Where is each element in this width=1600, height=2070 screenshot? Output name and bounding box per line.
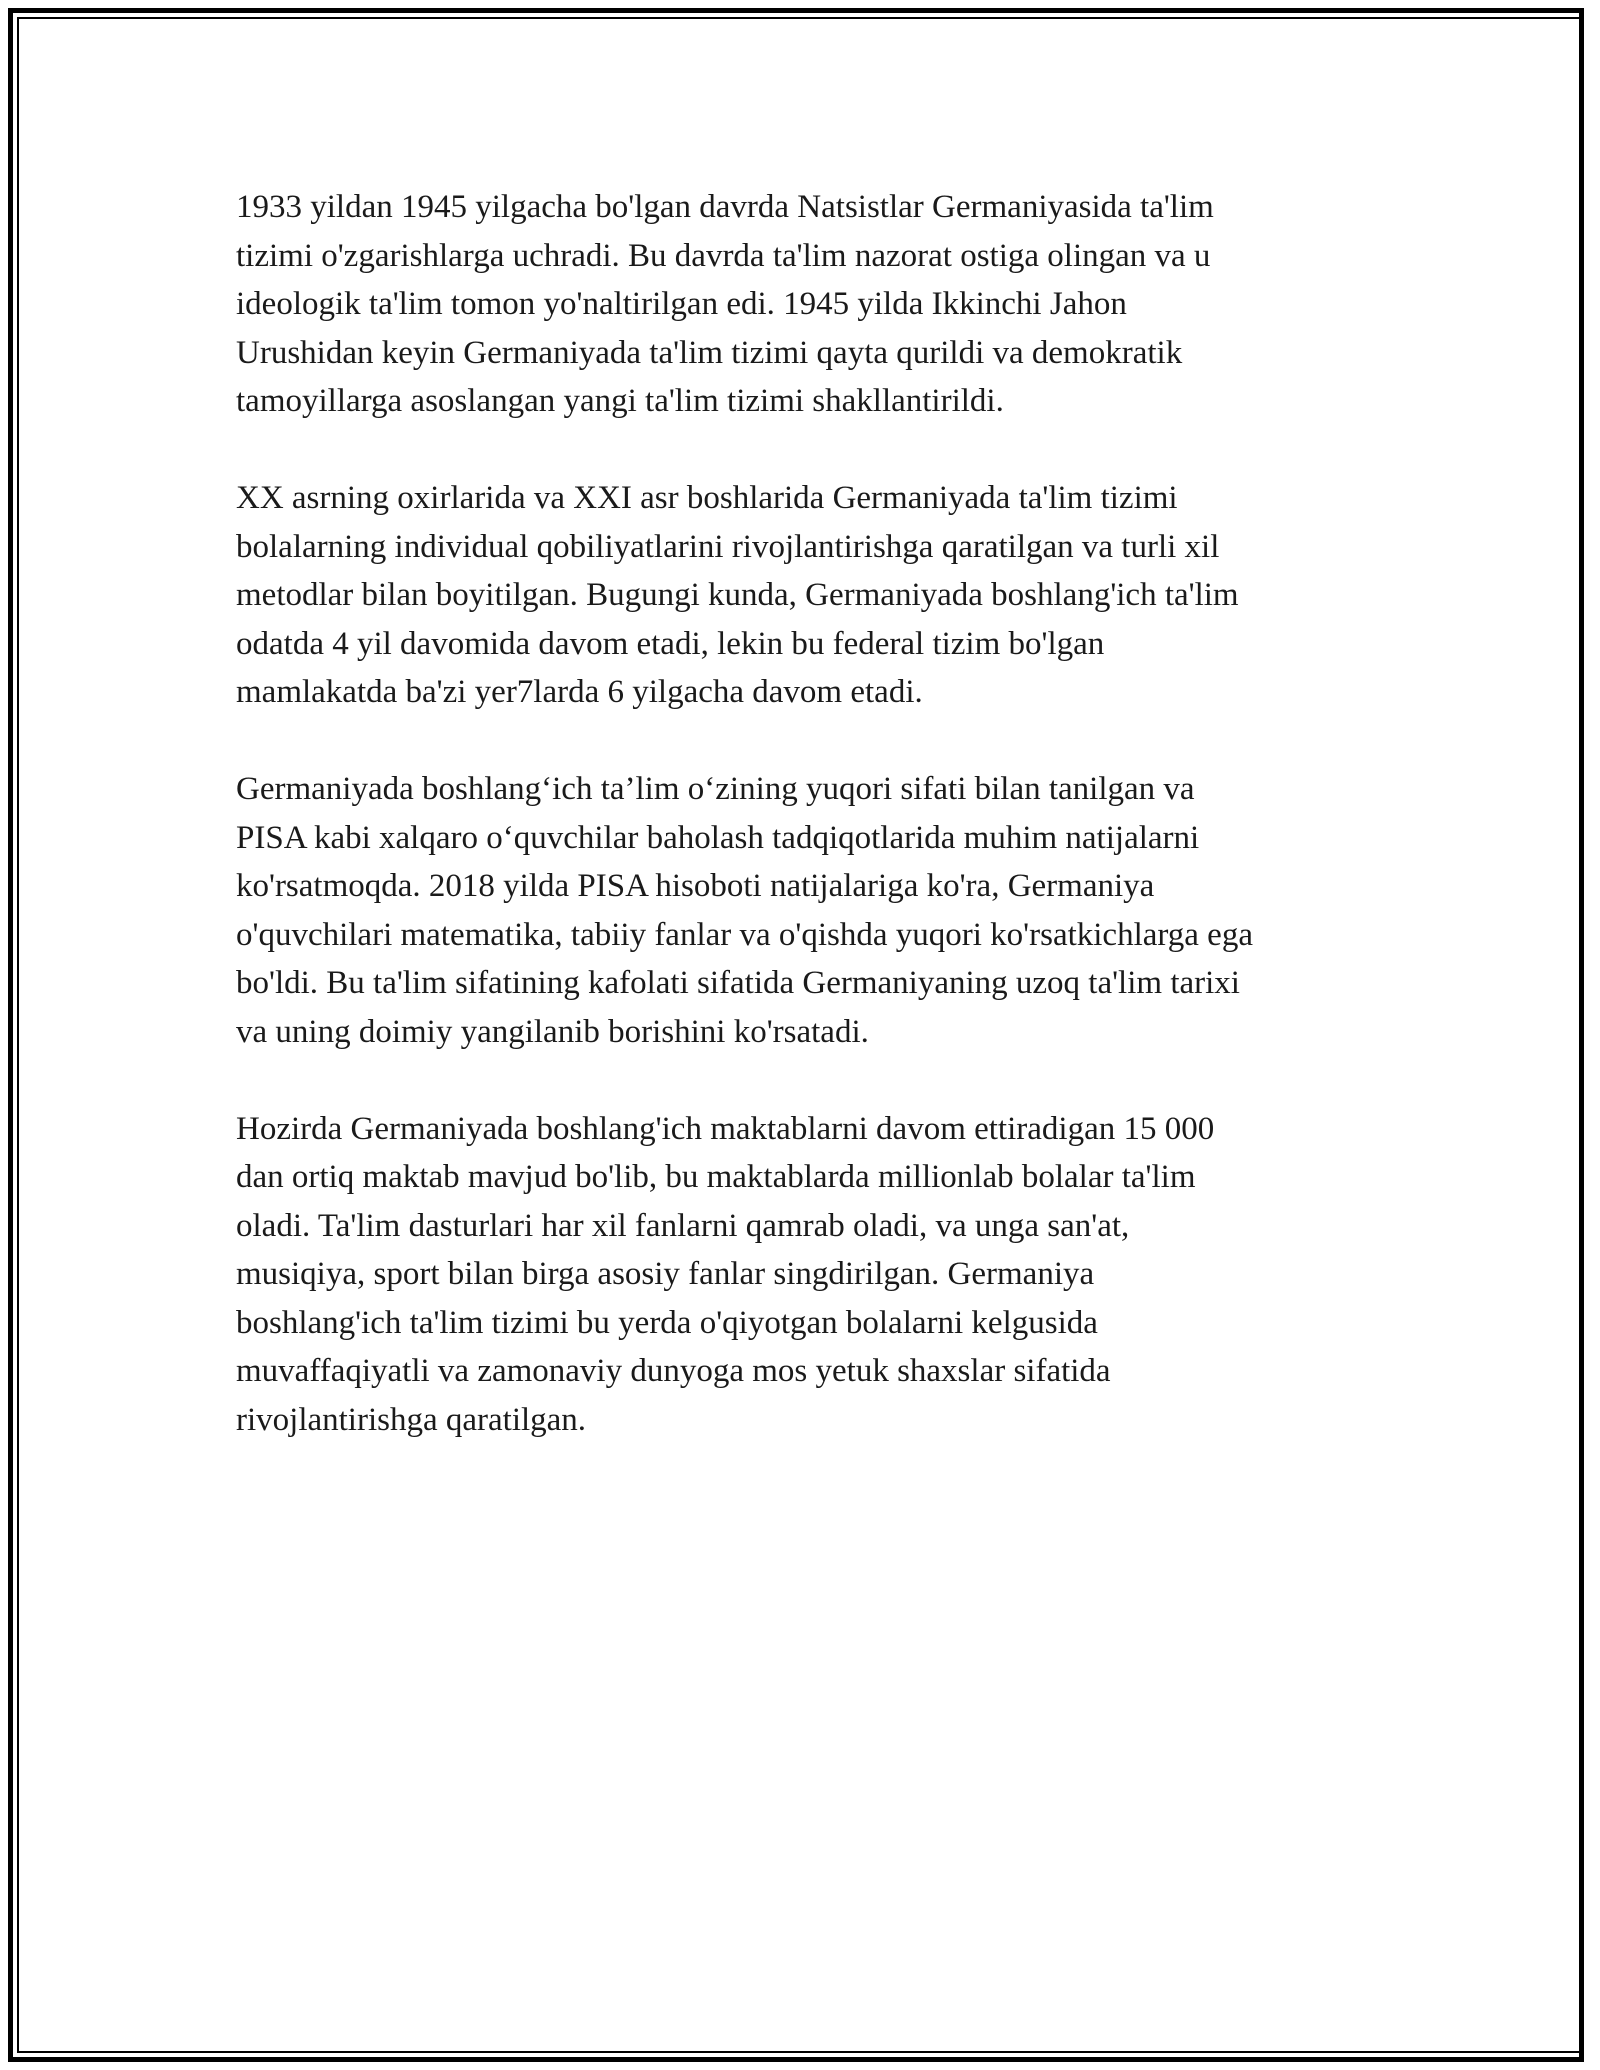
paragraph-2: XX asrning oxirlarida va XXI asr boshlarida Germaniyada ta'lim tizimi bolalarning individual qobiliyatlarini rivojlantirishga qaratilgan va turli xil metodlar bilan boyitilgan. Bugungi kunda, Germaniyada boshlang'ich ta'lim odatda 4 yil davomida davom etadi, lekin bu federal tizim bo'lgan mamlakatda ba'zi yer7larda 6 yilgacha davom etadi.	[236, 480, 1239, 710]
paragraph-4: Hozirda Germaniyada boshlang'ich maktablarni davom ettiradigan 15 000 dan ortiq maktab mavjud bo'lib, bu maktablarda millionlab bolalar ta'lim oladi. Ta'lim dasturlari har xil fanlarni qamrab oladi, va unga san'at, musiqiya, sport bilan birga asosiy fanlar singdirilgan. Germaniya boshlang'ich ta'lim tizimi bu yerda o'qiyotgan bolalarni kelgusida muvaffaqiyatli va zamonaviy dunyoga mos yetuk shaxslar sifatida rivojlantirishga qaratilgan.	[236, 1110, 1215, 1438]
paragraph-3: Germaniyada boshlang‘ich ta’lim o‘zining yuqori sifati bilan tanilgan va PISA kabi xalqaro o‘quvchilar baholash tadqiqotlarida muhim natijalarni ko'rsatmoqda. 2018 yilda PISA hisoboti natijalariga ko'ra, Germaniya o'quvchilari matematika, tabiiy fanlar va o'qishda yuqori ko'rsatkichlarga ega bo'ldi. Bu ta'lim sifatining kafolati sifatida Germaniyaning uzoq ta'lim tarixi va uning doimiy yangilanib borishini ko'rsatadi.	[236, 771, 1253, 1050]
document-body	[236, 183, 1396, 1493]
paragraph-1: 1933 yildan 1945 yilgacha bo'lgan davrda Natsistlar Germaniyasida ta'lim tizimi o'zgarishlarga uchradi. Bu davrda ta'lim nazorat ostiga olingan va u ideologik ta'lim tomon yo'naltirilgan edi. 1945 yilda Ikkinchi Jahon Urushidan keyin Germaniyada ta'lim tizimi qayta qurildi va demokratik tamoyillarga asoslangan yangi ta'lim tizimi shakllantirildi.	[236, 189, 1214, 419]
